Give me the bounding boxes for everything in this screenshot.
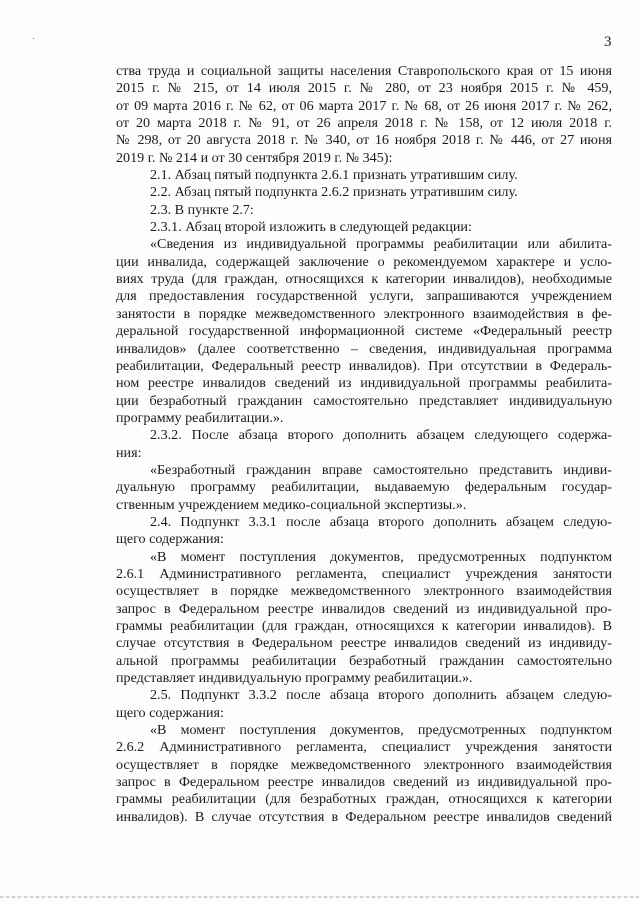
text-line: ственным учреждением медико-социальной экспертизы.». [116, 496, 467, 513]
text-line: виях труда (для граждан, относящихся к категории инвалидов), необходимые [116, 271, 612, 288]
text-line: «В момент поступления документов, предусмотренных подпунктом [150, 722, 612, 739]
text-line: для предоставления государственной услуги, запрашиваются учреждением [116, 288, 612, 305]
text-line: 2.3. В пункте 2.7: [150, 201, 254, 218]
text-line: запрос в Федеральном реестре инвалидов сведений из индивидуальной про- [116, 600, 612, 617]
text-line: ства труда и социальной защиты населения Ставропольского края от 15 июня [116, 63, 612, 79]
text-line: 2.3.2. После абзаца второго дополнить абзацем следующего содержа- [150, 427, 612, 444]
text-line: дуальную программу реабилитации, выдаваемую федеральным государ- [116, 479, 612, 496]
scan-speck [33, 38, 34, 39]
text-line: 2.4. Подпункт 3.3.1 после абзаца второго дополнить абзацем следую- [150, 513, 612, 530]
scan-bottom-edge [0, 896, 639, 898]
document-body [116, 63, 612, 826]
text-line: «Безработный гражданин вправе самостоятельно представить индиви- [150, 461, 612, 478]
text-line: занятости в порядке межведомственного электронного взаимодействия в фе- [116, 305, 612, 322]
text-line: щего содержания: [116, 531, 224, 548]
text-line: ном реестре инвалидов сведений из индивидуальной программы реабилита- [116, 375, 612, 392]
text-line: от 09 марта 2016 г. № 62, от 06 марта 2017 г. № 68, от 26 июня 2017 г. № 262, [116, 97, 612, 114]
text-line: случае отсутствия в Федеральном реестре инвалидов сведений из индивиду- [116, 635, 612, 652]
text-line: 2.5. Подпункт 3.3.2 после абзаца второго дополнить абзацем следую- [150, 687, 612, 704]
text-line: ции инвалида, содержащей заключение о рекомендуемом характере и усло- [116, 253, 612, 270]
text-line: от 20 марта 2018 г. № 91, от 26 апреля 2018 г. № 158, от 12 июля 2018 г. [116, 115, 612, 132]
text-line: 2.3.1. Абзац второй изложить в следующей редакции: [150, 219, 472, 236]
page-number: 3 [604, 34, 612, 50]
text-line: программу реабилитации.». [116, 409, 284, 426]
text-line: № 298, от 20 августа 2018 г. № 340, от 16 ноября 2018 г. № 446, от 27 июня [116, 132, 612, 149]
text-line: щего содержания: [116, 704, 224, 721]
text-line: «В момент поступления документов, предусмотренных подпунктом [150, 548, 612, 565]
text-line: представляет индивидуальную программу реабилитации.». [116, 670, 473, 687]
text-line: ции безработный гражданин самостоятельно представляет индивидуальную [116, 392, 612, 409]
text-line: деральной государственной информационной системе «Федеральный реестр [116, 323, 612, 340]
text-line: альной программы реабилитации безработный гражданин самостоятельно [116, 652, 612, 669]
text-line: осуществляет в порядке межведомственного электронного взаимодействия [116, 756, 612, 773]
text-line: инвалидов» (далее соответственно – сведения, индивидуальная программа [116, 340, 612, 357]
text-line: 2.2. Абзац пятый подпункта 2.6.2 признать утратившим силу. [150, 184, 518, 201]
text-line: инвалидов). В случае отсутствия в Федеральном реестре инвалидов сведений [116, 808, 612, 825]
text-line: 2019 г. № 214 и от 30 сентября 2019 г. № 345): [116, 149, 393, 166]
text-line: 2.1. Абзац пятый подпункта 2.6.1 признать утратившим силу. [150, 167, 518, 184]
text-line: граммы реабилитации (для граждан, относящихся к категории инвалидов). В [116, 618, 612, 634]
text-line: запрос в Федеральном реестре инвалидов сведений из индивидуальной про- [116, 774, 612, 791]
text-line: осуществляет в порядке межведомственного электронного взаимодействия [116, 583, 612, 600]
text-line: «Сведения из индивидуальной программы реабилитации или абилита- [150, 236, 612, 253]
text-line: 2.6.2 Административного регламента, специалист учреждения занятости [116, 739, 612, 756]
text-line: ния: [116, 444, 142, 461]
text-line: 2015 г. № 215, от 14 июля 2015 г. № 280, от 23 ноября 2015 г. № 459, [116, 80, 612, 97]
text-line: граммы реабилитации (для безработных граждан, относящихся к категории [116, 791, 612, 808]
text-line: реабилитации, Федеральный реестр инвалидов). При отсутствии в Федераль- [116, 357, 612, 374]
text-line: 2.6.1 Административного регламента, специалист учреждения занятости [116, 565, 612, 582]
